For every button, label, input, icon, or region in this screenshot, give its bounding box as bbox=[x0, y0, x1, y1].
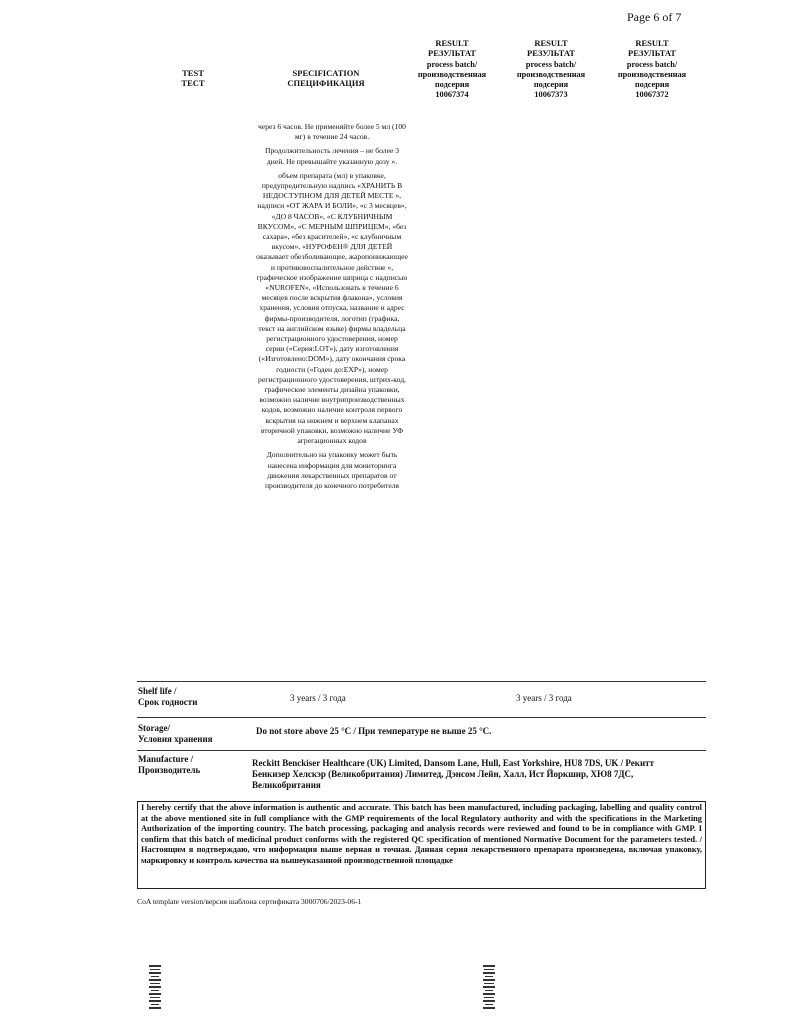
shelf-life-label-ru: Срок годности bbox=[138, 697, 198, 707]
spec-paragraph: объем препарата (мл) в упаковке, предупредительную надпись «ХРАНИТЬ В НЕДОСТУПНОМ ДЛЯ ДЕТЕЙ МЕСТЕ », надписи «ОТ ЖАРА И БОЛИ», «с 3 месяцев», «ДО 8 ЧАСОВ», «С КЛУБНИЧНЫМ ВКУСОМ», «С МЕРНЫМ ШПРИЦЕМ», «без сахара», «без красителей», «с клубничным вкусом», «НУРОФЕН® ДЛЯ ДЕТЕЙ оказывает обезболивающее, жаропонижающее и противовоспалительное действие », графическое изображение шприца с надписью «NUROFEN», «Использовать в течение 6 месяцев после вскрытия флакона», условия хранения, условия отпуска, название и адрес фирмы-производителя, логотип (графика, текст на английском языке) фирмы владельца регистрационного удостоверения, номер серии («Серия:LOT»), дату изготовления («Изготовлено:DOM»), дату окончания срока годности («Годен до:EXP»), номер регистрационного удостоверения, штрих-код, графические элементы дизайна упаковки, возможно наличие внутрипроизводственных кодов, возможно наличие контроля первого вскрытия на нижнем и верхнем клапанах вторичной упаковки, возможно наличие УФ агрегационных кодов bbox=[256, 170, 408, 446]
template-version-note: CoA template version/версия шаблона сертификата 3000706/2023-06-1 bbox=[137, 897, 362, 906]
shelf-life-label bbox=[138, 686, 248, 708]
result-batch-number: 10067374 bbox=[435, 90, 469, 99]
result-header-en: RESULT bbox=[635, 38, 669, 48]
spec-header-ru: СПЕЦИФИКАЦИЯ bbox=[287, 78, 365, 88]
row-divider bbox=[137, 681, 706, 682]
manufacturer-line: Reckitt Benckiser Healthcare (UK) Limited, Dansom Lane, Hull, East Yorkshire, HU8 7DS, UK / Рекитт bbox=[252, 758, 654, 768]
spec-header-en: SPECIFICATION bbox=[292, 68, 360, 78]
spec-paragraph: Продолжительность лечения – не более 3 дней. Не превышайте указанную дозу ». bbox=[264, 146, 400, 166]
result-column-header bbox=[503, 38, 599, 100]
result-batch-label-ru: производственная bbox=[617, 70, 687, 79]
manufacturer-line: Бенкизер Хелскэр (Великобритания) Лимитед, Дэнсом Лейн, Халл, Ист Йоркшир, ХЮ8 7ДС, bbox=[252, 769, 634, 779]
result-batch-number: 10067372 bbox=[635, 90, 669, 99]
result-batch-label: process batch/ bbox=[426, 60, 478, 69]
test-column-header bbox=[160, 68, 226, 88]
result-header-en: RESULT bbox=[435, 38, 469, 48]
manufacturer-address bbox=[252, 758, 706, 791]
barcode-stamp-icon bbox=[148, 964, 162, 1010]
shelf-life-spec-value: 3 years / 3 года bbox=[290, 693, 346, 703]
manufacturer-label bbox=[138, 754, 248, 776]
result-header-ru: РЕЗУЛЬТАТ bbox=[628, 48, 676, 58]
spec-paragraph: через 6 часов. Не применяйте более 5 мл (100 мг) в течение 24 часов. bbox=[258, 122, 406, 142]
result-batch-label: process batch/ bbox=[525, 60, 577, 69]
certification-statement: I hereby certify that the above information is authentic and accurate. This batch has been manufactured, including packaging, labelling and quality control at the above mentioned site in full compliance with the GMP requirements of the local Regulatory authority and with the specifications in the Marketing Authorization of the importing country. The batch processing, packaging and analysis records were reviewed and found to be in compliance with GMP. I confirm that this batch of medicinal product conforms with the registered QC specification of mentioned Normative Document for the parameters tested. /Настоящим я подтверждаю, что информация выше верная и точная. Данная серия лекарственного препарата произведена, включая упаковку, маркировку и контроль качества на вышеуказанной производственной площадке bbox=[137, 801, 706, 889]
result-batch-sub-ru: подсерия bbox=[533, 80, 569, 89]
specification-text-block bbox=[256, 122, 408, 495]
test-header-en: TEST bbox=[182, 68, 204, 78]
result-batch-number: 10067373 bbox=[534, 90, 568, 99]
result-column-header bbox=[404, 38, 500, 100]
spec-column-header bbox=[270, 68, 382, 88]
result-batch-label-ru: производственная bbox=[417, 70, 487, 79]
result-header-ru: РЕЗУЛЬТАТ bbox=[428, 48, 476, 58]
result-batch-sub-ru: подсерия bbox=[634, 80, 670, 89]
storage-value: Do not store above 25 °C / При температуре не выше 25 °C. bbox=[256, 726, 492, 736]
result-header-ru: РЕЗУЛЬТАТ bbox=[527, 48, 575, 58]
result-batch-label: process batch/ bbox=[626, 60, 678, 69]
manufacturer-line: Великобритания bbox=[252, 780, 321, 790]
shelf-life-label-en: Shelf life / bbox=[138, 686, 177, 696]
manufacturer-label-en: Manufacture / bbox=[138, 754, 194, 764]
barcode-stamp-icon bbox=[482, 964, 496, 1010]
storage-label bbox=[138, 723, 248, 745]
result-column-header bbox=[604, 38, 700, 100]
row-divider bbox=[137, 717, 706, 718]
row-divider bbox=[137, 750, 706, 751]
result-batch-label-ru: производственная bbox=[516, 70, 586, 79]
test-header-ru: ТЕСТ bbox=[181, 78, 205, 88]
spec-paragraph: Дополнительно на упаковку может быть нанесена информация для мониторинга движения лекарственных препаратов от производителя до конечного потребителя bbox=[264, 450, 400, 490]
storage-label-en: Storage/ bbox=[138, 723, 170, 733]
page-number: Page 6 of 7 bbox=[627, 10, 682, 24]
shelf-life-result-value: 3 years / 3 года bbox=[516, 693, 572, 703]
storage-label-ru: Условия хранения bbox=[138, 734, 213, 744]
result-header-en: RESULT bbox=[534, 38, 568, 48]
manufacturer-label-ru: Производитель bbox=[138, 765, 201, 775]
result-batch-sub-ru: подсерия bbox=[434, 80, 470, 89]
